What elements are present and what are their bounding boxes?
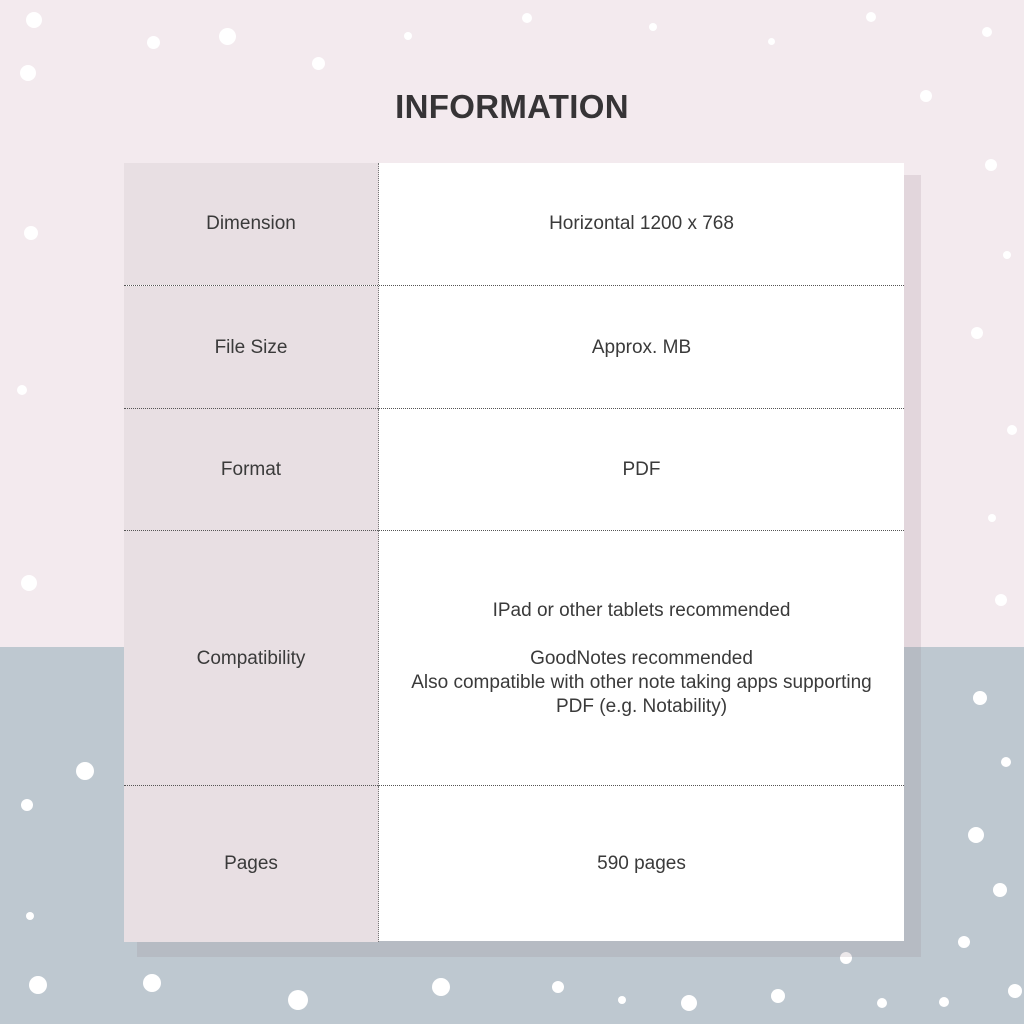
snow-dot bbox=[76, 762, 94, 780]
snow-dot bbox=[147, 36, 160, 49]
row-label: Compatibility bbox=[124, 531, 379, 786]
row-value bbox=[379, 286, 904, 409]
snow-dot bbox=[985, 159, 997, 171]
snow-dot bbox=[312, 57, 325, 70]
snow-dot bbox=[552, 981, 564, 993]
snow-dot bbox=[143, 974, 161, 992]
snow-dot bbox=[968, 827, 984, 843]
row-value bbox=[379, 163, 904, 285]
row-label: File Size bbox=[124, 286, 379, 409]
snow-dot bbox=[20, 65, 36, 81]
snow-dot bbox=[993, 883, 1007, 897]
snow-dot bbox=[877, 998, 887, 1008]
snow-dot bbox=[995, 594, 1007, 606]
snow-dot bbox=[404, 32, 412, 40]
snow-dot bbox=[26, 912, 34, 920]
value-line: 590 pages bbox=[597, 853, 686, 874]
value-line: Approx. MB bbox=[591, 336, 692, 358]
value-line: PDF (e.g. Notability) bbox=[555, 695, 728, 717]
snow-dot bbox=[939, 997, 949, 1007]
value-line: IPad or other tablets recommended bbox=[492, 599, 791, 621]
value-line: Horizontal 1200 x 768 bbox=[549, 213, 734, 234]
snow-dot bbox=[26, 12, 42, 28]
table-row-dimension bbox=[124, 163, 904, 285]
table-row-compatibility bbox=[124, 530, 904, 786]
value-line: GoodNotes recommended bbox=[530, 647, 753, 669]
snow-dot bbox=[21, 799, 33, 811]
snow-dot bbox=[24, 226, 38, 240]
snow-dot bbox=[768, 38, 775, 45]
snow-dot bbox=[771, 989, 785, 1003]
page-title: INFORMATION bbox=[395, 88, 629, 125]
snow-dot bbox=[618, 996, 626, 1004]
table-row-pages bbox=[124, 785, 904, 942]
value-line: PDF bbox=[622, 459, 661, 480]
snow-dot bbox=[21, 575, 37, 591]
row-value bbox=[379, 531, 904, 786]
table-row-format bbox=[124, 408, 904, 531]
snow-dot bbox=[988, 514, 996, 522]
snow-dot bbox=[681, 995, 697, 1011]
row-value bbox=[379, 786, 904, 942]
snow-dot bbox=[649, 23, 657, 31]
snow-dot bbox=[1007, 425, 1017, 435]
snow-dot bbox=[17, 385, 27, 395]
row-label: Format bbox=[124, 409, 379, 531]
snow-dot bbox=[1001, 757, 1011, 767]
snow-dot bbox=[219, 28, 236, 45]
snow-dot bbox=[432, 978, 450, 996]
snow-dot bbox=[973, 691, 987, 705]
row-label: Dimension bbox=[124, 163, 379, 285]
snow-dot bbox=[866, 12, 876, 22]
info-table bbox=[124, 163, 904, 941]
snow-dot bbox=[29, 976, 47, 994]
snow-dot bbox=[971, 327, 983, 339]
snow-dot bbox=[982, 27, 992, 37]
snow-dot bbox=[1003, 251, 1011, 259]
snow-dot bbox=[1008, 984, 1022, 998]
value-line: Also compatible with other note taking apps supporting bbox=[411, 671, 872, 693]
snow-dot bbox=[522, 13, 532, 23]
snow-dot bbox=[288, 990, 308, 1010]
snow-dot bbox=[958, 936, 970, 948]
table-row-file-size bbox=[124, 285, 904, 409]
row-label: Pages bbox=[124, 786, 379, 942]
row-value bbox=[379, 409, 904, 531]
